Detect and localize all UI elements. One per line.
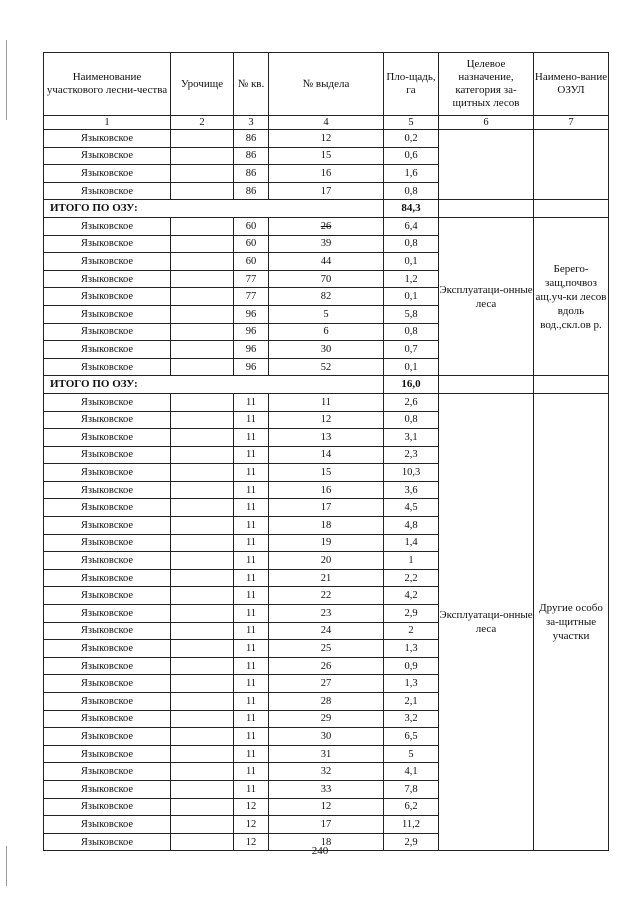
tract-cell bbox=[171, 569, 234, 587]
plot-cell: 17 bbox=[269, 816, 384, 834]
quarter-cell: 11 bbox=[234, 640, 269, 658]
quarter-cell: 11 bbox=[234, 763, 269, 781]
plot-cell: 82 bbox=[269, 288, 384, 306]
district-cell: Языковское bbox=[44, 358, 171, 376]
tract-cell bbox=[171, 675, 234, 693]
quarter-cell: 11 bbox=[234, 710, 269, 728]
area-cell: 7,8 bbox=[384, 780, 439, 798]
total-label: ИТОГО ПО ОЗУ: bbox=[44, 200, 384, 218]
tract-cell bbox=[171, 816, 234, 834]
plot-cell: 6 bbox=[269, 323, 384, 341]
header-row bbox=[44, 53, 609, 116]
district-cell: Языковское bbox=[44, 305, 171, 323]
plot-cell: 12 bbox=[269, 130, 384, 148]
total-label: ИТОГО ПО ОЗУ: bbox=[44, 376, 384, 394]
district-cell: Языковское bbox=[44, 640, 171, 658]
tract-cell bbox=[171, 147, 234, 165]
total-category-empty bbox=[439, 200, 534, 218]
area-cell: 0,8 bbox=[384, 235, 439, 253]
district-cell: Языковское bbox=[44, 165, 171, 183]
tract-cell bbox=[171, 165, 234, 183]
tract-cell bbox=[171, 587, 234, 605]
district-cell: Языковское bbox=[44, 270, 171, 288]
table-row bbox=[44, 217, 609, 235]
tract-cell bbox=[171, 130, 234, 148]
plot-cell: 33 bbox=[269, 780, 384, 798]
quarter-cell: 11 bbox=[234, 605, 269, 623]
area-cell: 0,8 bbox=[384, 411, 439, 429]
column-number-row bbox=[44, 116, 609, 130]
area-cell: 11,2 bbox=[384, 816, 439, 834]
district-cell: Языковское bbox=[44, 147, 171, 165]
total-area: 84,3 bbox=[384, 200, 439, 218]
tract-cell bbox=[171, 798, 234, 816]
district-cell: Языковское bbox=[44, 217, 171, 235]
area-cell: 1,3 bbox=[384, 640, 439, 658]
area-cell: 1,3 bbox=[384, 675, 439, 693]
tract-cell bbox=[171, 446, 234, 464]
tract-cell bbox=[171, 657, 234, 675]
total-row bbox=[44, 376, 609, 394]
table-row bbox=[44, 130, 609, 148]
tract-cell bbox=[171, 710, 234, 728]
quarter-cell: 11 bbox=[234, 446, 269, 464]
area-cell: 5 bbox=[384, 745, 439, 763]
district-cell: Языковское bbox=[44, 657, 171, 675]
tract-cell bbox=[171, 464, 234, 482]
total-area: 16,0 bbox=[384, 376, 439, 394]
header-ozul: Наимено-вание ОЗУЛ bbox=[534, 53, 609, 116]
plot-cell: 17 bbox=[269, 499, 384, 517]
quarter-cell: 60 bbox=[234, 253, 269, 271]
quarter-cell: 96 bbox=[234, 358, 269, 376]
area-cell: 4,2 bbox=[384, 587, 439, 605]
category-cell: Эксплуатаци-онные леса bbox=[439, 217, 534, 375]
plot-cell: 14 bbox=[269, 446, 384, 464]
district-cell: Языковское bbox=[44, 833, 171, 851]
quarter-cell: 11 bbox=[234, 517, 269, 535]
tract-cell bbox=[171, 552, 234, 570]
district-cell: Языковское bbox=[44, 393, 171, 411]
plot-cell: 44 bbox=[269, 253, 384, 271]
tract-cell bbox=[171, 305, 234, 323]
tract-cell bbox=[171, 780, 234, 798]
page-number: 240 bbox=[311, 845, 329, 857]
column-number: 1 bbox=[44, 116, 171, 130]
district-cell: Языковское bbox=[44, 816, 171, 834]
category-cell: Эксплуатаци-онные леса bbox=[439, 393, 534, 850]
total-ozul-empty bbox=[534, 200, 609, 218]
total-row bbox=[44, 200, 609, 218]
district-cell: Языковское bbox=[44, 235, 171, 253]
ozul-cell bbox=[534, 130, 609, 200]
quarter-cell: 11 bbox=[234, 534, 269, 552]
scan-edge-mark bbox=[6, 846, 7, 886]
plot-cell: 28 bbox=[269, 693, 384, 711]
district-cell: Языковское bbox=[44, 534, 171, 552]
header-quarter: № кв. bbox=[234, 53, 269, 116]
area-cell: 3,2 bbox=[384, 710, 439, 728]
plot-cell: 26 bbox=[269, 657, 384, 675]
total-category-empty bbox=[439, 376, 534, 394]
area-cell: 2,3 bbox=[384, 446, 439, 464]
quarter-cell: 11 bbox=[234, 675, 269, 693]
ozul-cell: Берего-защ,почвоз ащ.уч-ки лесов вдоль вод.,скл.ов р. bbox=[534, 217, 609, 375]
quarter-cell: 11 bbox=[234, 429, 269, 447]
category-cell bbox=[439, 130, 534, 200]
plot-cell: 12 bbox=[269, 411, 384, 429]
tract-cell bbox=[171, 270, 234, 288]
area-cell: 6,5 bbox=[384, 728, 439, 746]
district-cell: Языковское bbox=[44, 288, 171, 306]
tract-cell bbox=[171, 763, 234, 781]
area-cell: 0,1 bbox=[384, 358, 439, 376]
plot-cell: 32 bbox=[269, 763, 384, 781]
tract-cell bbox=[171, 517, 234, 535]
area-cell: 2 bbox=[384, 622, 439, 640]
quarter-cell: 11 bbox=[234, 411, 269, 429]
plot-cell: 70 bbox=[269, 270, 384, 288]
quarter-cell: 86 bbox=[234, 147, 269, 165]
column-number: 3 bbox=[234, 116, 269, 130]
district-cell: Языковское bbox=[44, 323, 171, 341]
tract-cell bbox=[171, 358, 234, 376]
quarter-cell: 12 bbox=[234, 798, 269, 816]
plot-cell: 23 bbox=[269, 605, 384, 623]
tract-cell bbox=[171, 393, 234, 411]
area-cell: 2,9 bbox=[384, 605, 439, 623]
tract-cell bbox=[171, 745, 234, 763]
district-cell: Языковское bbox=[44, 411, 171, 429]
plot-cell: 29 bbox=[269, 710, 384, 728]
quarter-cell: 11 bbox=[234, 657, 269, 675]
district-cell: Языковское bbox=[44, 569, 171, 587]
district-cell: Языковское bbox=[44, 253, 171, 271]
column-number: 2 bbox=[171, 116, 234, 130]
quarter-cell: 11 bbox=[234, 569, 269, 587]
plot-cell: 25 bbox=[269, 640, 384, 658]
quarter-cell: 11 bbox=[234, 464, 269, 482]
tract-cell bbox=[171, 217, 234, 235]
tract-cell bbox=[171, 622, 234, 640]
district-cell: Языковское bbox=[44, 130, 171, 148]
district-cell: Языковское bbox=[44, 429, 171, 447]
quarter-cell: 86 bbox=[234, 165, 269, 183]
plot-cell: 15 bbox=[269, 147, 384, 165]
header-category: Целевое назначение, категория за-щитных лесов bbox=[439, 53, 534, 116]
header-district: Наименование участкового лесни-чества bbox=[44, 53, 171, 116]
tract-cell bbox=[171, 693, 234, 711]
tract-cell bbox=[171, 728, 234, 746]
plot-cell: 19 bbox=[269, 534, 384, 552]
plot-cell: 18 bbox=[269, 833, 384, 851]
plot-cell: 31 bbox=[269, 745, 384, 763]
quarter-cell: 11 bbox=[234, 587, 269, 605]
district-cell: Языковское bbox=[44, 798, 171, 816]
plot-cell: 30 bbox=[269, 341, 384, 359]
district-cell: Языковское bbox=[44, 341, 171, 359]
tract-cell bbox=[171, 605, 234, 623]
area-cell: 10,3 bbox=[384, 464, 439, 482]
area-cell: 4,1 bbox=[384, 763, 439, 781]
quarter-cell: 77 bbox=[234, 288, 269, 306]
area-cell: 0,8 bbox=[384, 182, 439, 200]
plot-cell: 16 bbox=[269, 481, 384, 499]
area-cell: 1,6 bbox=[384, 165, 439, 183]
district-cell: Языковское bbox=[44, 605, 171, 623]
plot-cell: 22 bbox=[269, 587, 384, 605]
column-number: 6 bbox=[439, 116, 534, 130]
tract-cell bbox=[171, 429, 234, 447]
area-cell: 5,8 bbox=[384, 305, 439, 323]
district-cell: Языковское bbox=[44, 710, 171, 728]
header-plot: № выдела bbox=[269, 53, 384, 116]
plot-cell: 24 bbox=[269, 622, 384, 640]
quarter-cell: 86 bbox=[234, 130, 269, 148]
plot-cell: 11 bbox=[269, 393, 384, 411]
quarter-cell: 12 bbox=[234, 816, 269, 834]
plot-cell: 26 bbox=[269, 217, 384, 235]
tract-cell bbox=[171, 499, 234, 517]
district-cell: Языковское bbox=[44, 517, 171, 535]
tract-cell bbox=[171, 411, 234, 429]
area-cell: 0,9 bbox=[384, 657, 439, 675]
quarter-cell: 11 bbox=[234, 481, 269, 499]
area-cell: 0,7 bbox=[384, 341, 439, 359]
plot-cell: 13 bbox=[269, 429, 384, 447]
area-cell: 1,2 bbox=[384, 270, 439, 288]
area-cell: 0,6 bbox=[384, 147, 439, 165]
quarter-cell: 60 bbox=[234, 235, 269, 253]
header-tract: Урочище bbox=[171, 53, 234, 116]
plot-cell: 17 bbox=[269, 182, 384, 200]
quarter-cell: 77 bbox=[234, 270, 269, 288]
column-number: 5 bbox=[384, 116, 439, 130]
tract-cell bbox=[171, 323, 234, 341]
area-cell: 2,9 bbox=[384, 833, 439, 851]
header-area: Пло-щадь, га bbox=[384, 53, 439, 116]
area-cell: 3,6 bbox=[384, 481, 439, 499]
table-body bbox=[44, 130, 609, 851]
area-cell: 6,2 bbox=[384, 798, 439, 816]
area-cell: 3,1 bbox=[384, 429, 439, 447]
plot-cell: 39 bbox=[269, 235, 384, 253]
district-cell: Языковское bbox=[44, 182, 171, 200]
plot-cell: 20 bbox=[269, 552, 384, 570]
district-cell: Языковское bbox=[44, 622, 171, 640]
total-ozul-empty bbox=[534, 376, 609, 394]
quarter-cell: 11 bbox=[234, 622, 269, 640]
ozul-cell: Другие особо за-щитные участки bbox=[534, 393, 609, 850]
area-cell: 0,8 bbox=[384, 323, 439, 341]
plot-cell: 5 bbox=[269, 305, 384, 323]
district-cell: Языковское bbox=[44, 587, 171, 605]
area-cell: 2,6 bbox=[384, 393, 439, 411]
district-cell: Языковское bbox=[44, 780, 171, 798]
district-cell: Языковское bbox=[44, 728, 171, 746]
district-cell: Языковское bbox=[44, 552, 171, 570]
plot-cell: 18 bbox=[269, 517, 384, 535]
quarter-cell: 11 bbox=[234, 728, 269, 746]
district-cell: Языковское bbox=[44, 693, 171, 711]
area-cell: 2,2 bbox=[384, 569, 439, 587]
district-cell: Языковское bbox=[44, 675, 171, 693]
plot-cell: 15 bbox=[269, 464, 384, 482]
quarter-cell: 11 bbox=[234, 393, 269, 411]
plot-cell: 16 bbox=[269, 165, 384, 183]
quarter-cell: 11 bbox=[234, 693, 269, 711]
plot-cell: 52 bbox=[269, 358, 384, 376]
quarter-cell: 86 bbox=[234, 182, 269, 200]
area-cell: 1 bbox=[384, 552, 439, 570]
tract-cell bbox=[171, 253, 234, 271]
tract-cell bbox=[171, 235, 234, 253]
quarter-cell: 96 bbox=[234, 341, 269, 359]
quarter-cell: 96 bbox=[234, 323, 269, 341]
quarter-cell: 96 bbox=[234, 305, 269, 323]
area-cell: 1,4 bbox=[384, 534, 439, 552]
district-cell: Языковское bbox=[44, 745, 171, 763]
plot-cell: 30 bbox=[269, 728, 384, 746]
tract-cell bbox=[171, 534, 234, 552]
scan-edge-mark bbox=[6, 40, 7, 120]
plot-cell: 12 bbox=[269, 798, 384, 816]
area-cell: 4,8 bbox=[384, 517, 439, 535]
area-cell: 0,1 bbox=[384, 288, 439, 306]
quarter-cell: 12 bbox=[234, 833, 269, 851]
area-cell: 0,1 bbox=[384, 253, 439, 271]
column-number: 4 bbox=[269, 116, 384, 130]
quarter-cell: 11 bbox=[234, 552, 269, 570]
tract-cell bbox=[171, 341, 234, 359]
forest-plots-table bbox=[43, 52, 609, 851]
district-cell: Языковское bbox=[44, 763, 171, 781]
area-cell: 4,5 bbox=[384, 499, 439, 517]
tract-cell bbox=[171, 640, 234, 658]
quarter-cell: 60 bbox=[234, 217, 269, 235]
plot-cell: 27 bbox=[269, 675, 384, 693]
area-cell: 2,1 bbox=[384, 693, 439, 711]
district-cell: Языковское bbox=[44, 464, 171, 482]
area-cell: 6,4 bbox=[384, 217, 439, 235]
quarter-cell: 11 bbox=[234, 780, 269, 798]
quarter-cell: 11 bbox=[234, 745, 269, 763]
area-cell: 0,2 bbox=[384, 130, 439, 148]
quarter-cell: 11 bbox=[234, 499, 269, 517]
column-number: 7 bbox=[534, 116, 609, 130]
district-cell: Языковское bbox=[44, 481, 171, 499]
plot-cell: 21 bbox=[269, 569, 384, 587]
table-row bbox=[44, 393, 609, 411]
tract-cell bbox=[171, 288, 234, 306]
district-cell: Языковское bbox=[44, 446, 171, 464]
district-cell: Языковское bbox=[44, 499, 171, 517]
tract-cell bbox=[171, 182, 234, 200]
tract-cell bbox=[171, 481, 234, 499]
